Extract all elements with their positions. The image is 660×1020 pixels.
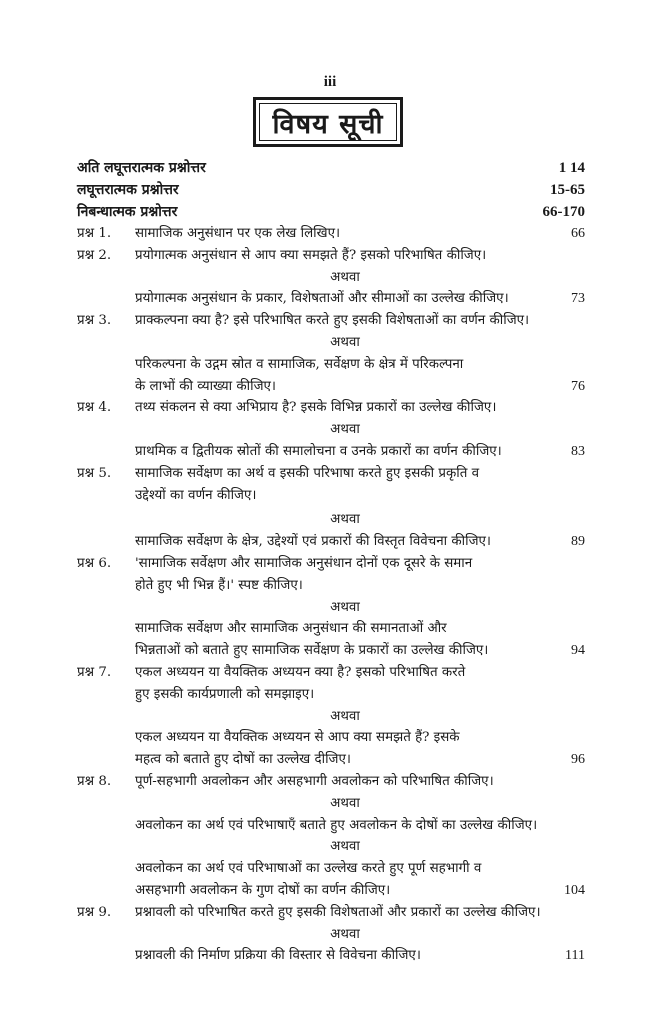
question-entry-continued bbox=[77, 749, 585, 771]
question-entry bbox=[77, 771, 585, 793]
question-number bbox=[77, 858, 135, 880]
section-label: निबन्धात्मक प्रश्नोत्तर bbox=[77, 204, 178, 220]
section-label: लघूत्तरात्मक प्रश्नोत्तर bbox=[77, 182, 179, 198]
question-entry bbox=[77, 288, 585, 310]
question-text: सामाजिक सर्वेक्षण और सामाजिक अनुसंधान की समानताओं और bbox=[135, 621, 447, 637]
question-entry bbox=[77, 310, 585, 332]
question-text: पूर्ण-सहभागी अवलोकन और असहभागी अवलोकन को परिभाषित कीजिए। bbox=[135, 773, 494, 789]
title-box bbox=[253, 97, 403, 147]
question-text: परिकल्पना के उद्गम स्रोत व सामाजिक, सर्वेक्षण के क्षेत्र में परिकल्पना bbox=[135, 356, 464, 372]
question-entry bbox=[77, 858, 585, 880]
or-separator: अथवा bbox=[330, 839, 360, 855]
question-text: प्राथमिक व द्वितीयक स्रोतों की समालोचना व उनके प्रकारों का वर्णन कीजिए। bbox=[135, 443, 502, 459]
question-entry bbox=[77, 553, 585, 575]
question-entry bbox=[77, 945, 585, 967]
question-text: एकल अध्ययन या वैयक्तिक अध्ययन से आप क्या समझते हैं? इसके bbox=[135, 730, 460, 746]
question-page: 104 bbox=[564, 882, 585, 898]
section-pages: 66-170 bbox=[542, 204, 585, 220]
question-number bbox=[77, 618, 135, 640]
question-number: प्रश्न 1. bbox=[77, 226, 112, 241]
question-entry bbox=[77, 618, 585, 640]
question-text: प्रयोगात्मक अनुसंधान से आप क्या समझते हैं? इसको परिभाषित कीजिए। bbox=[135, 247, 487, 263]
question-number: प्रश्न 9. bbox=[77, 904, 112, 920]
question-entry-continued bbox=[77, 485, 585, 507]
question-number: प्रश्न 2. bbox=[77, 247, 112, 263]
table-of-contents bbox=[77, 157, 585, 967]
or-separator: अथवा bbox=[330, 599, 360, 615]
question-page bbox=[549, 245, 585, 267]
question-number: प्रश्न 7. bbox=[77, 664, 112, 680]
or-separator: अथवा bbox=[330, 269, 360, 285]
section-label: अति लघूत्तरात्मक प्रश्नोत्तर bbox=[77, 160, 206, 176]
question-number bbox=[77, 531, 135, 553]
question-page: 66 bbox=[571, 226, 585, 241]
question-text: प्रश्नावली की निर्माण प्रक्रिया की विस्तार से विवेचना कीजिए। bbox=[135, 948, 421, 964]
question-entry bbox=[77, 815, 585, 837]
question-page bbox=[549, 684, 585, 706]
or-separator: अथवा bbox=[330, 512, 360, 528]
question-text: असहभागी अवलोकन के गुण दोषों का वर्णन कीजिए। bbox=[135, 882, 391, 898]
question-text: तथ्य संकलन से क्या अभिप्राय है? इसके विभिन्न प्रकारों का उल्लेख कीजिए। bbox=[135, 400, 497, 416]
question-text: एकल अध्ययन या वैयक्तिक अध्ययन क्या है? इसको परिभाषित करते bbox=[135, 664, 466, 680]
question-entry bbox=[77, 531, 585, 553]
question-number bbox=[77, 815, 135, 837]
question-entry-continued bbox=[77, 684, 585, 706]
question-number: प्रश्न 6. bbox=[77, 555, 112, 571]
question-entry bbox=[77, 441, 585, 463]
question-page bbox=[549, 485, 585, 507]
question-entry bbox=[77, 354, 585, 376]
question-number: प्रश्न 3. bbox=[77, 313, 112, 329]
question-entry bbox=[77, 662, 585, 684]
question-text: प्राक्कल्पना क्या है? इसे परिभाषित करते हुए इसकी विशेषताओं का वर्णन कीजिए। bbox=[135, 313, 530, 329]
question-entry-continued bbox=[77, 575, 585, 597]
question-number: प्रश्न 4. bbox=[77, 400, 112, 416]
question-text: हुए इसकी कार्यप्रणाली को समझाइए। bbox=[135, 686, 315, 702]
question-text: सामाजिक सर्वेक्षण के क्षेत्र, उद्देश्यों एवं प्रकारों की विस्तृत विवेचना कीजिए। bbox=[135, 534, 492, 550]
question-page bbox=[549, 815, 585, 837]
page-number: iii bbox=[323, 74, 337, 90]
question-number: प्रश्न 5. bbox=[77, 465, 112, 481]
question-page: 76 bbox=[571, 378, 585, 394]
question-number bbox=[77, 288, 135, 310]
question-entry bbox=[77, 463, 585, 485]
question-text: के लाभों की व्याख्या कीजिए। bbox=[135, 378, 277, 394]
section-pages: 15-65 bbox=[550, 182, 585, 198]
section-row bbox=[77, 201, 585, 223]
question-page: 111 bbox=[565, 948, 585, 964]
question-page: 83 bbox=[571, 443, 585, 459]
question-text: प्रयोगात्मक अनुसंधान के प्रकार, विशेषताओं और सीमाओं का उल्लेख कीजिए। bbox=[135, 291, 509, 307]
question-text: प्रश्नावली को परिभाषित करते हुए इसकी विशेषताओं और प्रकारों का उल्लेख कीजिए। bbox=[135, 904, 541, 920]
question-text: अवलोकन का अर्थ एवं परिभाषाएँ बताते हुए अवलोकन के दोषों का उल्लेख कीजिए। bbox=[135, 817, 538, 833]
or-separator: अथवा bbox=[330, 334, 360, 350]
or-separator: अथवा bbox=[330, 795, 360, 811]
question-number bbox=[77, 945, 135, 967]
question-text: उद्देश्यों का वर्णन कीजिए। bbox=[135, 487, 257, 503]
or-separator: अथवा bbox=[330, 708, 360, 724]
question-text: सामाजिक अनुसंधान पर एक लेख लिखिए। bbox=[135, 226, 341, 241]
question-entry bbox=[77, 902, 585, 924]
section-row bbox=[77, 179, 585, 201]
question-page bbox=[549, 310, 585, 332]
question-text: सामाजिक सर्वेक्षण का अर्थ व इसकी परिभाषा करते हुए इसकी प्रकृति व bbox=[135, 465, 480, 481]
question-entry bbox=[77, 727, 585, 749]
page-title: विषय सूची bbox=[272, 108, 384, 140]
question-page bbox=[549, 397, 585, 419]
question-text: अवलोकन का अर्थ एवं परिभाषाओं का उल्लेख करते हुए पूर्ण सहभागी व bbox=[135, 861, 482, 877]
question-number: प्रश्न 8. bbox=[77, 773, 112, 789]
question-number bbox=[77, 441, 135, 463]
or-separator: अथवा bbox=[330, 926, 360, 942]
question-text: महत्व को बताते हुए दोषों का उल्लेख दीजिए। bbox=[135, 752, 351, 768]
question-page bbox=[549, 902, 585, 924]
question-page: 96 bbox=[571, 752, 585, 768]
question-entry-continued bbox=[77, 880, 585, 902]
question-entry bbox=[77, 245, 585, 267]
section-pages: 1 14 bbox=[558, 160, 585, 176]
question-page bbox=[549, 771, 585, 793]
question-entry bbox=[77, 397, 585, 419]
question-number bbox=[77, 354, 135, 376]
section-row bbox=[77, 157, 585, 179]
question-text: होते हुए भी भिन्न हैं।' स्पष्ट कीजिए। bbox=[135, 577, 303, 593]
question-text: भिन्नताओं को बताते हुए सामाजिक सर्वेक्षण के प्रकारों का उल्लेख कीजिए। bbox=[135, 643, 489, 659]
question-entry-continued bbox=[77, 376, 585, 398]
question-page: 94 bbox=[571, 643, 585, 659]
question-text: 'सामाजिक सर्वेक्षण और सामाजिक अनुसंधान दोनों एक दूसरे के समान bbox=[135, 555, 473, 571]
question-number bbox=[77, 727, 135, 749]
question-page: 73 bbox=[571, 291, 585, 307]
or-separator: अथवा bbox=[330, 422, 360, 438]
question-entry-continued bbox=[77, 640, 585, 662]
question-page bbox=[549, 575, 585, 597]
question-entry bbox=[77, 223, 585, 245]
question-page: 89 bbox=[571, 534, 585, 550]
